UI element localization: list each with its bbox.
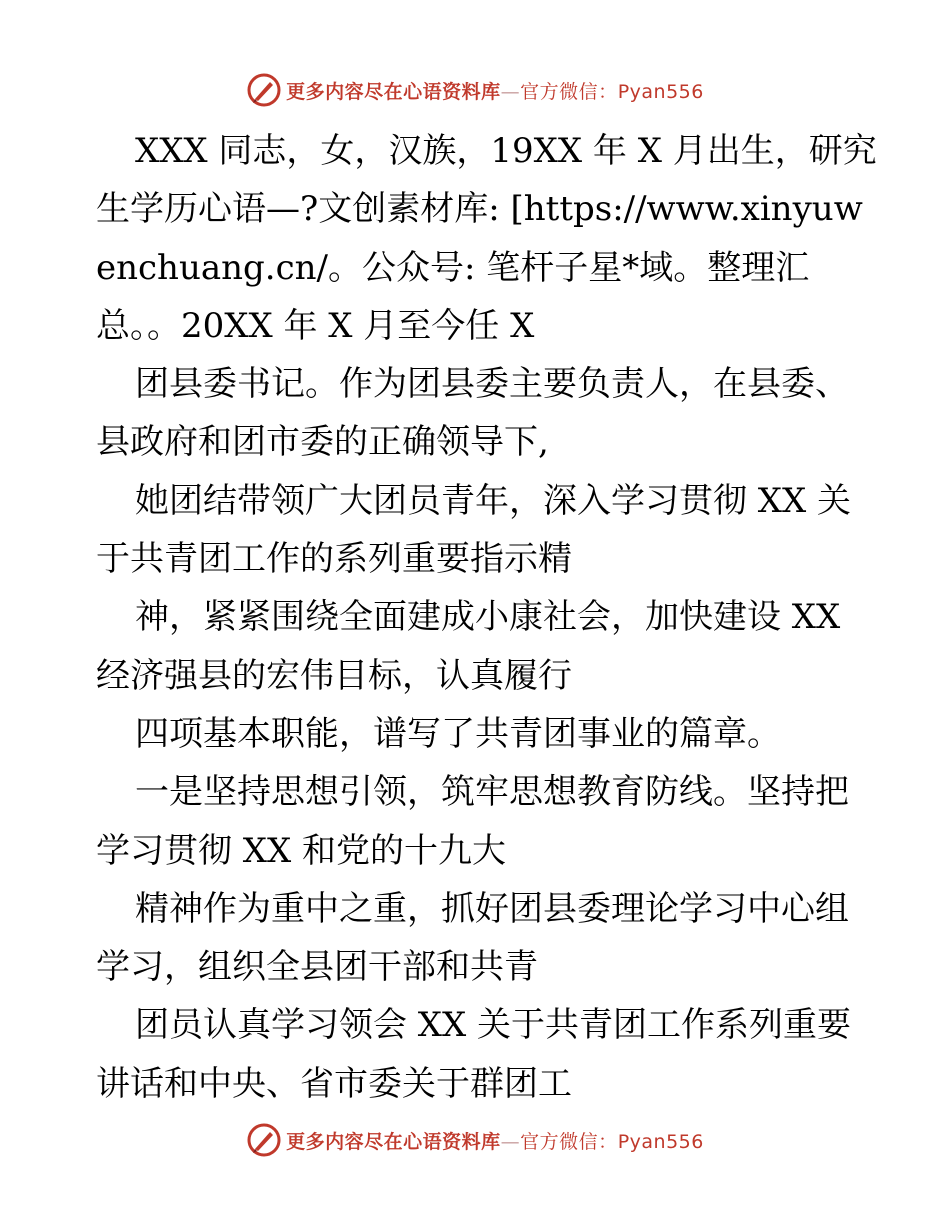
text-line: 精神作为重中之重，抓好团县委理论学习中心组 [135,888,849,929]
text-line: 神，紧紧围绕全面建成小康社会，加快建设 XX [135,597,841,638]
banner-wechat-id: Pyan556 [617,1130,704,1153]
banner-dash: — [500,1130,521,1153]
banner-wechat-label: 官方微信： [520,1130,618,1153]
text-line: 一是坚持思想引领，筑牢思想教育防线。坚持把 [135,772,849,813]
text-line: 学习贯彻 XX 和党的十九大 [96,830,507,871]
text-line: 四项基本职能，谱写了共青团事业的篇章。 [135,713,781,754]
text-line: 团员认真学习领会 XX 关于共青团工作系列重要 [135,1005,852,1046]
banner-title: 更多内容尽在心语资料库 [286,80,501,103]
quill-logo-icon [246,1122,282,1158]
text-line: 县政府和团市委的正确领导下, [96,422,549,463]
text-line: 总。。20XX 年 X 月至今任 X [96,305,535,346]
text-line: enchuang.cn/。公众号: 笔杆子星*域。整理汇 [96,247,810,288]
footer-banner [0,1120,950,1160]
document-body [96,122,877,1113]
text-line: 学习，组织全县团干部和共青 [96,947,538,988]
banner-wechat-label: 官方微信： [520,80,618,103]
text-line: 生学历心语—?文创素材库: [https://www.xinyuw [96,189,863,230]
text-line: 于共青团工作的系列重要指示精 [96,539,572,580]
banner-dash: — [500,80,521,103]
text-line: 她团结带领广大团员青年，深入学习贯彻 XX 关 [135,480,852,521]
text-line: 讲话和中央、省市委关于群团工 [96,1063,572,1104]
quill-logo-icon [246,72,282,108]
text-line: 经济强县的宏伟目标，认真履行 [96,655,572,696]
header-banner [0,70,950,110]
banner-wechat-id: Pyan556 [617,80,704,103]
text-line: XXX 同志，女，汉族，19XX 年 X 月出生，研究 [135,131,877,171]
text-line: 团县委书记。作为团县委主要负责人，在县委、 [135,364,849,405]
banner-title: 更多内容尽在心语资料库 [286,1130,501,1153]
